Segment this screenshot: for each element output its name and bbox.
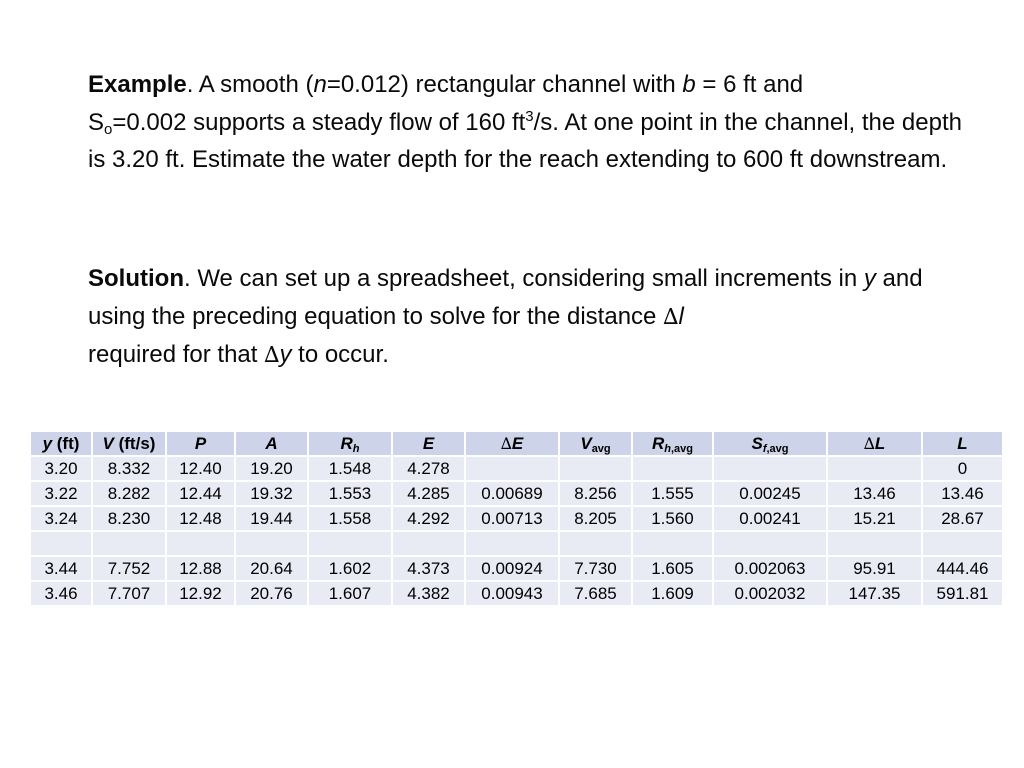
- header-energy: E: [393, 432, 464, 455]
- cell: 1.605: [633, 557, 712, 580]
- example-text-5: /s. At one point in the channel, the depth is 3.20 ft. Estimate the water depth for the reach extending to 600 ft downstream.: [88, 108, 962, 173]
- cell: 444.46: [923, 557, 1002, 580]
- cell: 19.44: [236, 507, 307, 530]
- cell: 591.81: [923, 582, 1002, 605]
- cell: [714, 457, 826, 480]
- table-row: [31, 482, 1002, 505]
- cell: 1.560: [633, 507, 712, 530]
- cell: 12.44: [167, 482, 234, 505]
- table-header-row: [31, 432, 1002, 455]
- cell: 12.88: [167, 557, 234, 580]
- cell: 4.278: [393, 457, 464, 480]
- cell: 15.21: [828, 507, 921, 530]
- cell: [828, 457, 921, 480]
- cell: [560, 532, 631, 555]
- cell: 13.46: [923, 482, 1002, 505]
- cell: 28.67: [923, 507, 1002, 530]
- cell: 7.752: [93, 557, 165, 580]
- cubic-exponent: 3: [525, 107, 534, 125]
- cell: 3.46: [31, 582, 91, 605]
- cell: 8.282: [93, 482, 165, 505]
- table-row: [31, 507, 1002, 530]
- header-area: A: [236, 432, 307, 455]
- cell: 0.00924: [466, 557, 558, 580]
- header-delta-energy: ∆E: [466, 432, 558, 455]
- cell: 4.292: [393, 507, 464, 530]
- cell: 7.707: [93, 582, 165, 605]
- cell: [714, 532, 826, 555]
- example-text-1: . A smooth (: [186, 71, 314, 98]
- cell: 8.230: [93, 507, 165, 530]
- cell: 0.00713: [466, 507, 558, 530]
- table-row-empty: [31, 532, 1002, 555]
- cell: 12.92: [167, 582, 234, 605]
- cell: 12.40: [167, 457, 234, 480]
- cell: 0: [923, 457, 1002, 480]
- cell: 1.555: [633, 482, 712, 505]
- cell: 0.002032: [714, 582, 826, 605]
- cell: 8.205: [560, 507, 631, 530]
- cell: 1.609: [633, 582, 712, 605]
- cell: 3.44: [31, 557, 91, 580]
- solution-text-2: and using the preceding equation to solve for the distance: [88, 265, 923, 330]
- header-length: L: [923, 432, 1002, 455]
- slope-subscript: o: [104, 120, 113, 138]
- cell: [633, 532, 712, 555]
- cell: 13.46: [828, 482, 921, 505]
- cell: [167, 532, 234, 555]
- example-paragraph: [88, 66, 968, 179]
- l-variable: l: [678, 302, 684, 330]
- solution-text-1: . We can set up a spreadsheet, considering small increments in: [183, 265, 864, 292]
- y-variable: y: [863, 265, 876, 292]
- cell: 20.76: [236, 582, 307, 605]
- header-velocity-avg: $V_{avg}$: [560, 432, 631, 455]
- cell: [236, 532, 307, 555]
- cell: [560, 457, 631, 480]
- y-variable-2: y: [279, 341, 292, 368]
- cell: 7.730: [560, 557, 631, 580]
- header-y: y (ft): [31, 432, 91, 455]
- cell: 1.602: [309, 557, 391, 580]
- cell: 1.558: [309, 507, 391, 530]
- width-b-variable: b: [682, 71, 696, 98]
- manning-n-variable: n: [313, 71, 327, 98]
- spreadsheet-table: [29, 430, 1004, 607]
- delta-symbol: ∆: [663, 304, 679, 330]
- example-text-2: =0.012) rectangular channel with: [326, 71, 683, 98]
- example-text-3: = 6 ft and: [695, 71, 804, 98]
- header-perimeter: P: [167, 432, 234, 455]
- header-hydraulic-radius-avg: $R_{h,avg}$: [633, 432, 712, 455]
- example-label: Example: [88, 71, 187, 98]
- cell: [466, 532, 558, 555]
- table-row: [31, 457, 1002, 480]
- cell: 1.553: [309, 482, 391, 505]
- header-delta-length: ∆L: [828, 432, 921, 455]
- cell: [93, 532, 165, 555]
- cell: 3.20: [31, 457, 91, 480]
- cell: 3.22: [31, 482, 91, 505]
- cell: [393, 532, 464, 555]
- header-hydraulic-radius: $R_h$: [309, 432, 391, 455]
- cell: 8.256: [560, 482, 631, 505]
- cell: 0.00245: [714, 482, 826, 505]
- solution-text-4: to occur.: [291, 341, 389, 368]
- cell: [31, 532, 91, 555]
- cell: 12.48: [167, 507, 234, 530]
- solution-paragraph: [88, 260, 968, 375]
- cell: 1.548: [309, 457, 391, 480]
- spreadsheet-table-container: [29, 430, 1004, 607]
- slope-s-variable: S: [88, 108, 105, 136]
- cell: 4.382: [393, 582, 464, 605]
- cell: 0.00943: [466, 582, 558, 605]
- cell: [466, 457, 558, 480]
- cell: 0.00241: [714, 507, 826, 530]
- cell: 7.685: [560, 582, 631, 605]
- cell: [828, 532, 921, 555]
- example-text-4: =0.002 supports a steady flow of 160 ft: [112, 108, 526, 136]
- cell: [923, 532, 1002, 555]
- table-row: [31, 582, 1002, 605]
- solution-text-3: required for that: [88, 341, 265, 368]
- cell: 147.35: [828, 582, 921, 605]
- table-row: [31, 557, 1002, 580]
- cell: 4.373: [393, 557, 464, 580]
- cell: 3.24: [31, 507, 91, 530]
- header-velocity: V (ft/s): [93, 432, 165, 455]
- cell: [309, 532, 391, 555]
- cell: 1.607: [309, 582, 391, 605]
- cell: 8.332: [93, 457, 165, 480]
- cell: 20.64: [236, 557, 307, 580]
- header-friction-slope-avg: $S_{f,avg}$: [714, 432, 826, 455]
- cell: 19.32: [236, 482, 307, 505]
- table-body: [31, 457, 1002, 605]
- cell: 95.91: [828, 557, 921, 580]
- cell: [633, 457, 712, 480]
- cell: 19.20: [236, 457, 307, 480]
- cell: 4.285: [393, 482, 464, 505]
- cell: 0.00689: [466, 482, 558, 505]
- cell: 0.002063: [714, 557, 826, 580]
- solution-label: Solution: [88, 265, 184, 292]
- delta-symbol-2: ∆: [264, 343, 280, 368]
